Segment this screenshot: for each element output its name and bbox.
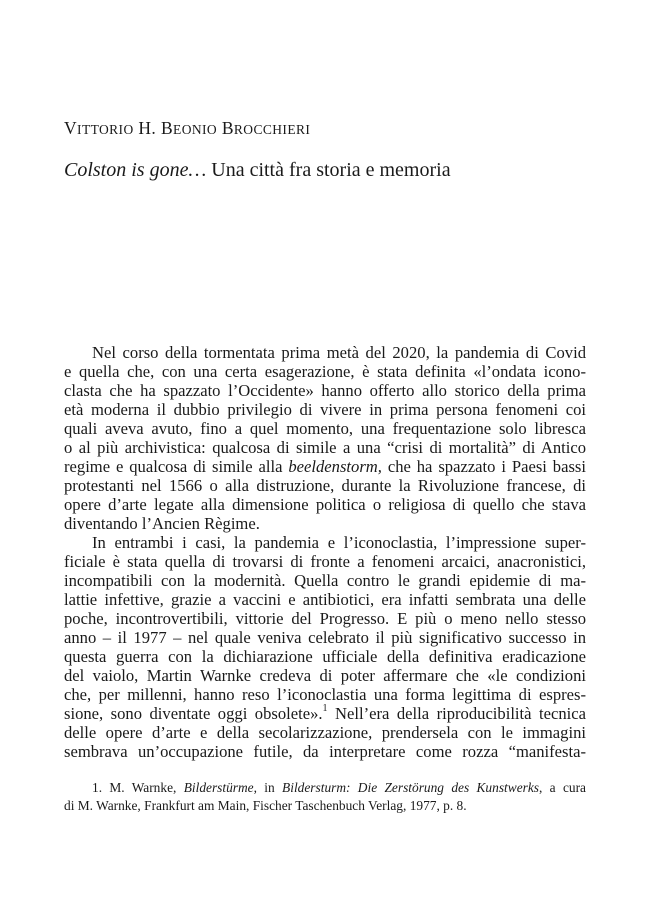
footnote-text: , a cura: [539, 780, 586, 795]
body-line: Nel corso della tormentata prima metà del 2020, la pandemia di Covid: [92, 343, 586, 362]
body-line: questa guerra con la dichiarazione ufficiale della definitiva eradicazione: [64, 647, 586, 666]
body-line: quali aveva avuto, fino a quel momento, una frequentazione solo libresca: [64, 419, 586, 438]
body-line-text: regime e qualcosa di simile alla: [64, 457, 289, 476]
body-line: [64, 704, 586, 723]
footnote-line: [64, 779, 586, 797]
author-smallcaps: ROCCHIERI: [233, 122, 311, 137]
body-line: incompatibili con la modernità. Quella contro le grandi epidemie di ma-: [64, 571, 586, 590]
author-middle-initial: H.: [133, 118, 161, 138]
body-line: In entrambi i casi, la pandemia e l’iconoclastia, l’impressione super-: [92, 533, 586, 552]
title-text: Una città fra storia e memoria: [206, 159, 451, 181]
footnote-italic: Bilderstürme: [183, 780, 254, 795]
body-line: sembrava un’occupazione futile, da interpretare come rozza “manifesta-: [64, 742, 586, 761]
body-line: e quella che, con una certa esagerazione, è stata definita «l’ondata icono-: [64, 362, 586, 381]
footnote-italic: Bildersturm: Die Zerstörung des Kunstwerks: [282, 780, 539, 795]
italic-term: beeldenstorm,: [288, 457, 382, 476]
body-line: diventando l’Ancien Règime.: [64, 514, 260, 533]
body-line: poche, incontrovertibili, vittorie del Progresso. E più o meno nello stesso: [64, 609, 586, 628]
body-line: delle opere d’arte e della secolarizzazione, prendersela con le immagini: [64, 723, 586, 742]
footnotes: [64, 779, 586, 815]
author-initial: B: [160, 118, 174, 138]
author-initial: B: [221, 118, 234, 138]
body-line: clasta che ha spazzato l’Occidente» hanno offerto allo storico della prima: [64, 381, 586, 400]
footnote-line: di M. Warnke, Frankfurt am Main, Fischer Taschenbuch Verlag, 1977, p. 8.: [64, 798, 467, 813]
author-smallcaps: ITTORIO: [77, 122, 134, 137]
body-line: del vaiolo, Martin Warnke credeva di poter affermare che «le condizioni: [64, 666, 586, 685]
footnote-text: 1. M. Warnke,: [92, 780, 184, 795]
body-line-text: sione, sono diventate oggi obsolete».: [64, 704, 323, 723]
body-line: o al più archivistica: qualcosa di simile a una “crisi di mortalità” di Antico: [64, 438, 586, 457]
title-italic: Colston is gone…: [64, 159, 207, 181]
author-initial: V: [64, 118, 78, 138]
body-line: anno – il 1977 – nel quale veniva celebrato il più significativo successo in: [64, 628, 586, 647]
body-line: ficiale è stata quella di trovarsi di fronte a fenomeni arcaici, anacronistici,: [64, 552, 586, 571]
body-line: [64, 457, 586, 476]
body-text: [64, 343, 586, 761]
body-line-text: che ha spazzato i Paesi bassi: [381, 457, 586, 476]
body-line: opere d’arte legate alla dimensione politica o religiosa di quello che stava: [64, 495, 586, 514]
body-line: che, per millenni, hanno reso l’iconoclastia una forma legittima di espres-: [64, 685, 586, 704]
footnote-marker[interactable]: 1: [322, 703, 328, 714]
author-name: [64, 118, 310, 139]
body-line: età moderna il dubbio privilegio di vivere in prima persona fenomeni coi: [64, 400, 586, 419]
article-title: [64, 159, 451, 182]
footnote-text: , in: [253, 780, 283, 795]
body-line-text: Nell’era della riproducibilità tecnica: [327, 704, 586, 723]
body-line: lattie infettive, grazie a vaccini e antibiotici, era infatti sembrata una delle: [64, 590, 586, 609]
author-smallcaps: EONIO: [173, 122, 218, 137]
body-line: protestanti nel 1566 o alla distruzione, durante la Rivoluzione francese, di: [64, 476, 586, 495]
